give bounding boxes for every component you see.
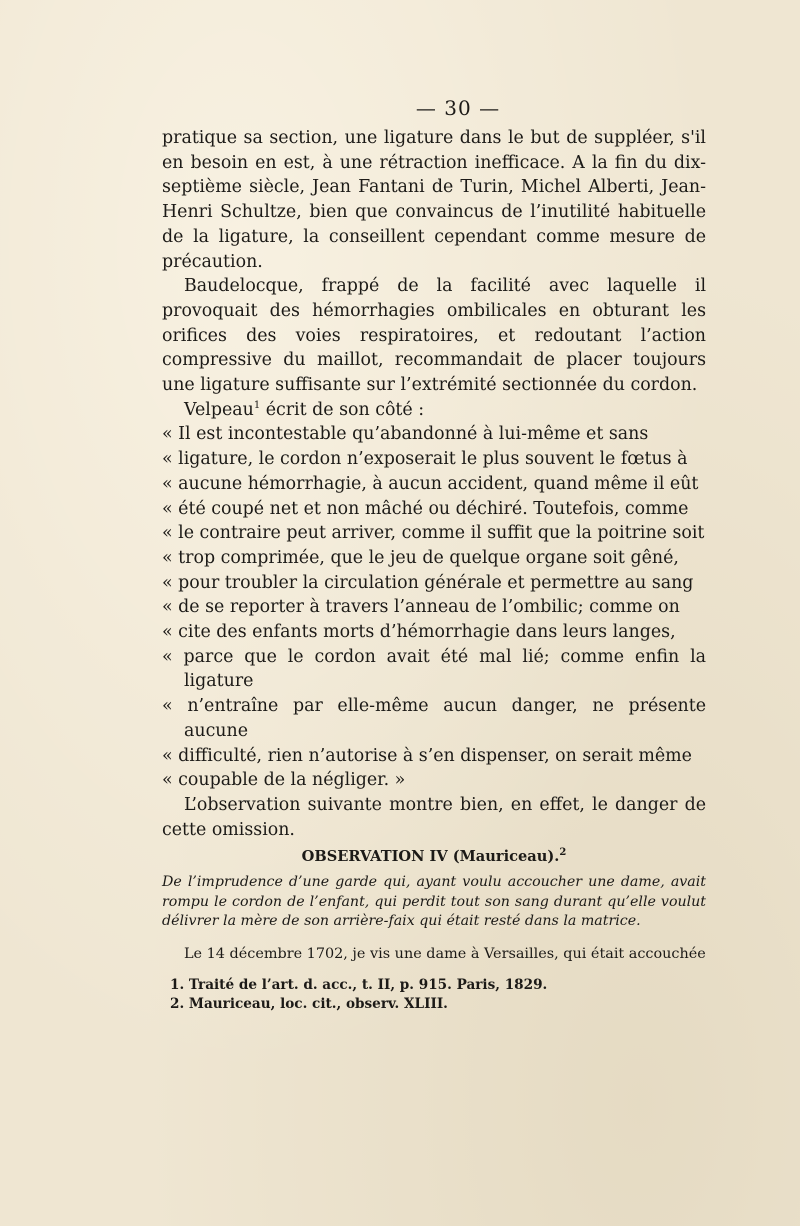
quote-line: « ligature, le cordon n’exposerait le plus souvent le fœtus à	[162, 449, 688, 470]
quote-line: « parce que le cordon avait été mal lié; comme enfin la ligature	[162, 646, 706, 692]
footnote-2: 2. Mauriceau, loc. cit., observ. XLIII.	[170, 996, 448, 1013]
quote-line: « pour troubler la circulation générale et permettre au sang	[162, 572, 694, 593]
quote-line: « cite des enfants morts d’hémorrhagie dans leurs langes,	[162, 622, 676, 643]
observation-heading	[162, 848, 706, 865]
page-content	[162, 96, 706, 1015]
velpeau-name: Velpeau	[184, 399, 254, 420]
quote-line: « Il est incontestable qu’abandonné à lui-même et sans	[162, 424, 649, 445]
footnotes	[162, 976, 706, 1015]
observation-title: OBSERVATION IV (Mauriceau).	[301, 848, 560, 866]
paragraph-1: pratique sa section, une ligature dans le but de suppléer, s'il en besoin en est, à une rétraction inefficace. A la fin du dix-septième siècle, Jean Fantani de Turin, Michel Alberti, Jean-Henri Schultze, bien que convaincus de l’inutilité habituelle de la ligature, la conseillent cependant comme mesure de précaution.	[162, 128, 706, 272]
paragraph-2: Baudelocque, frappé de la facilité avec laquelle il provoquait des hémorrhagies ombilicales en obturant les orifices des voies respiratoires, et redoutant l’action compressive du maillot, recommandait de placer toujours une ligature suffisante sur l’extrémité sectionnée du cordon.	[162, 276, 706, 396]
footnote-ref-2: 2	[559, 847, 567, 859]
quote-line: « aucune hémorrhagie, à aucun accident, quand même il eût	[162, 473, 699, 494]
quote-line: « coupable de la négliger. »	[162, 770, 406, 791]
paragraph-3	[162, 398, 706, 423]
footnote-1: 1. Traité de l’art. d. acc., t. II, p. 915. Paris, 1829.	[170, 976, 548, 993]
quote-line: « difficulté, rien n’autorise à s’en dispenser, on serait même	[162, 745, 692, 766]
velpeau-rest: écrit de son côté :	[260, 399, 425, 420]
quote-line: « le contraire peut arriver, comme il suffit que la poitrine soit	[162, 523, 705, 544]
observation-summary: De l’imprudence d’une garde qui, ayant voulu accoucher une dame, avait rompu le cordon de l’enfant, qui perdit tout son sang durant qu’elle voulut délivrer la mère de son arrière-faix qui était resté dans la matrice.	[162, 874, 706, 930]
page-number: — 30 —	[415, 96, 501, 120]
paragraph-4: L’observation suivante montre bien, en effet, le danger de cette omission.	[162, 794, 706, 840]
footnote-ref-1: 1	[253, 399, 261, 411]
observation-text: Le 14 décembre 1702, je vis une dame à Versailles, qui était accouchée	[184, 945, 706, 962]
quote-line: « n’entraîne par elle-même aucun danger, ne présente aucune	[162, 696, 706, 741]
quote-line: « été coupé net et non mâché ou déchiré. Toutefois, comme	[162, 498, 689, 519]
quote-line: « trop comprimée, que le jeu de quelque organe soit gêné,	[162, 547, 679, 568]
quote-line: « de se reporter à travers l’anneau de l’ombilic; comme on	[162, 597, 680, 618]
velpeau-quote	[162, 422, 706, 793]
main-text	[162, 126, 706, 842]
